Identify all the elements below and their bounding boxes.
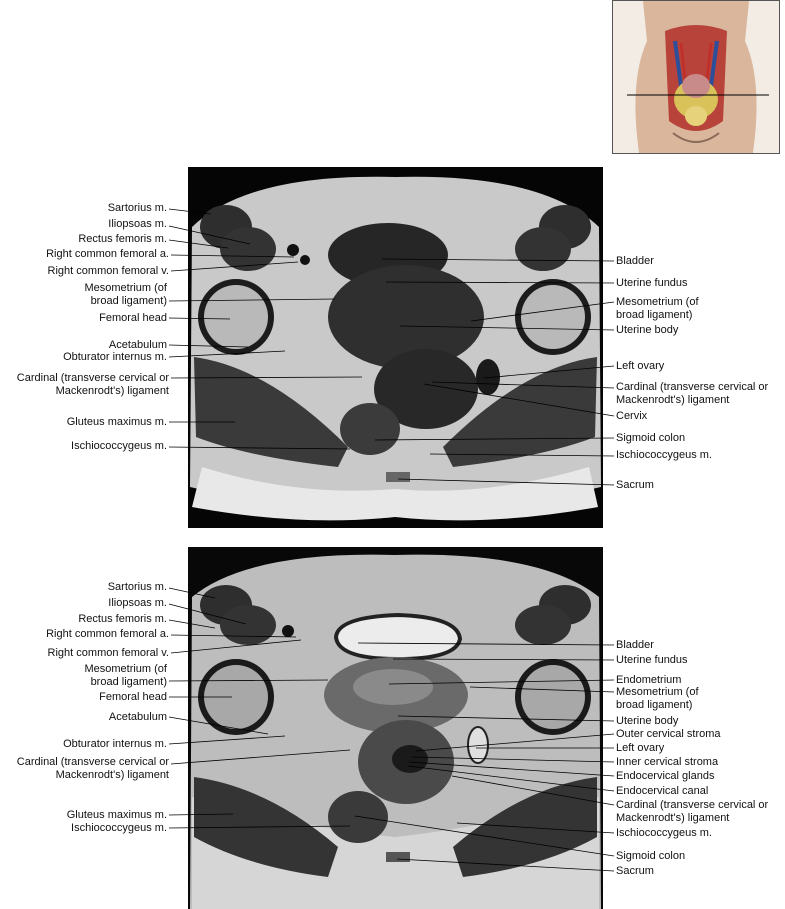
label-obturator-internus-bottom: Obturator internus m. [63, 738, 167, 750]
label-inner-cervical-stroma-bottom: Inner cervical stroma [616, 756, 719, 768]
label-ischiococcygeus-right-bottom: Ischiococcygeus m. [616, 827, 712, 839]
label-cervix-top: Cervix [616, 410, 648, 422]
label-cardinal-ligament-right-bottom: Cardinal (transverse cervical or Mackenrodt's) ligament [616, 799, 769, 824]
label-acetabulum-bottom: Acetabulum [108, 711, 167, 723]
label-endocervical-glands-bottom: Endocervical glands [616, 770, 715, 782]
label-sigmoid-colon-top: Sigmoid colon [616, 432, 686, 444]
label-sigmoid-colon-bottom: Sigmoid colon [616, 850, 686, 862]
label-obturator-internus-top: Obturator internus m. [63, 351, 167, 363]
label-iliopsoas-bottom: Iliopsoas m. [108, 597, 167, 609]
label-uterine-fundus-bottom: Uterine fundus [616, 654, 688, 666]
label-uterine-fundus-top: Uterine fundus [616, 277, 688, 289]
label-cardinal-ligament-left-bottom: Cardinal (transverse cervical or Mackenrodt's) ligament [16, 756, 169, 781]
label-gluteus-maximus-top: Gluteus maximus m. [66, 416, 167, 428]
label-endocervical-canal-bottom: Endocervical canal [616, 785, 709, 797]
label-acetabulum-top: Acetabulum [108, 339, 167, 351]
label-bladder-top: Bladder [616, 255, 654, 267]
label-gluteus-maximus-bottom: Gluteus maximus m. [66, 809, 167, 821]
torso-illustration [613, 1, 779, 153]
label-sacrum-bottom: Sacrum [616, 865, 654, 877]
label-ischiococcygeus-left-bottom: Ischiococcygeus m. [71, 822, 167, 834]
label-mesometrium-left-top: Mesometrium (of broad ligament) [84, 282, 167, 307]
label-femoral-head-top: Femoral head [99, 312, 167, 324]
label-cardinal-ligament-right-top: Cardinal (transverse cervical or Mackenrodt's) ligament [616, 381, 769, 406]
label-mesometrium-left-bottom: Mesometrium (of broad ligament) [84, 663, 167, 688]
label-rectus-femoris-top: Rectus femoris m. [78, 233, 167, 245]
label-outer-cervical-stroma-bottom: Outer cervical stroma [616, 728, 721, 740]
label-femoral-head-bottom: Femoral head [99, 691, 167, 703]
label-left-ovary-top: Left ovary [616, 360, 665, 372]
label-bladder-bottom: Bladder [616, 639, 654, 651]
label-right-common-femoral-artery-bottom: Right common femoral a. [46, 628, 169, 640]
label-right-common-femoral-vein-top: Right common femoral v. [47, 265, 169, 277]
label-rectus-femoris-bottom: Rectus femoris m. [78, 613, 167, 625]
label-mesometrium-right-top: Mesometrium (of broad ligament) [616, 296, 699, 321]
mri-scan-top [188, 167, 603, 528]
label-ischiococcygeus-right-top: Ischiococcygeus m. [616, 449, 712, 461]
label-right-common-femoral-artery-top: Right common femoral a. [46, 248, 169, 260]
label-sartorius-bottom: Sartorius m. [107, 581, 167, 593]
label-sacrum-top: Sacrum [616, 479, 654, 491]
label-left-ovary-bottom: Left ovary [616, 742, 665, 754]
label-uterine-body-top: Uterine body [616, 324, 679, 336]
label-sartorius-top: Sartorius m. [107, 202, 167, 214]
label-mesometrium-right-bottom: Mesometrium (of broad ligament) [616, 686, 699, 711]
label-right-common-femoral-vein-bottom: Right common femoral v. [47, 647, 169, 659]
label-iliopsoas-top: Iliopsoas m. [108, 218, 167, 230]
label-uterine-body-bottom: Uterine body [616, 715, 679, 727]
mri-scan-bottom [188, 547, 603, 909]
label-cardinal-ligament-left-top: Cardinal (transverse cervical or Mackenrodt's) ligament [16, 372, 169, 397]
label-ischiococcygeus-left-top: Ischiococcygeus m. [71, 440, 167, 452]
orientation-thumbnail [612, 0, 780, 154]
label-endometrium-bottom: Endometrium [616, 674, 682, 686]
